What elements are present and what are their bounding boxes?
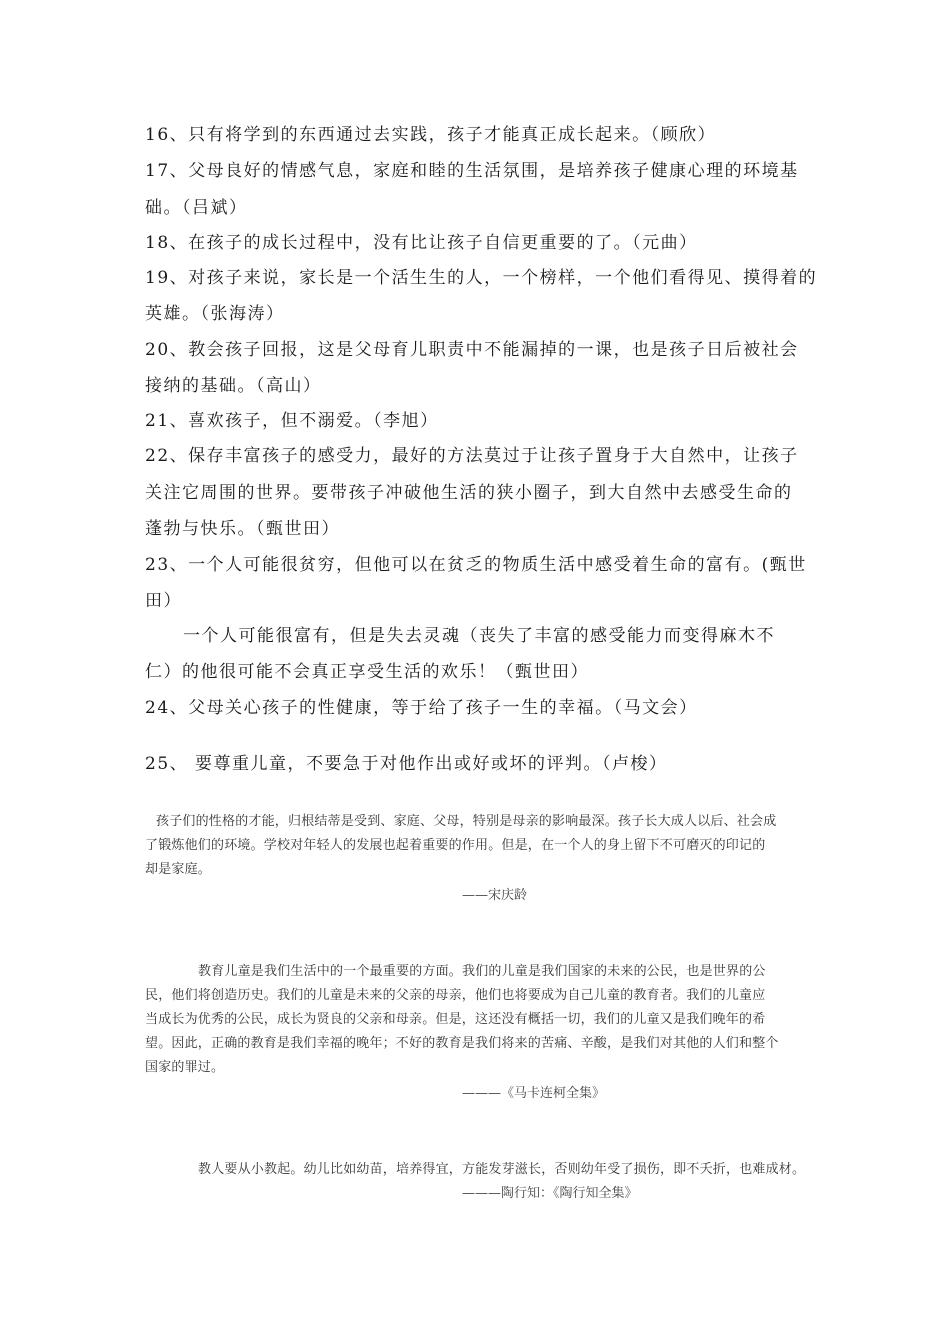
quote-attribution: ———陶行知：《陶行知全集》 [462,1186,638,1201]
quote-23-line-1: 23、一个人可能很贫穷，但他可以在贫乏的物质生活中感受着生命的富有。(甄世 [145,555,807,575]
quote-16: 16、只有将学到的东西通过去实践，孩子才能真正成长起来。（顾欣） [145,125,717,145]
quote-22-line-3: 蓬勃与快乐。（甄世田） [145,519,340,539]
quote-line: 却是家庭。 [145,862,212,877]
quote-attribution: ——宋庆龄 [462,888,528,903]
quote-17-line-1: 17、父母良好的情感气息，家庭和睦的生活氛围，是培养孩子健康心理的环境基 [145,161,799,181]
quote-line: 教人要从小教起。幼儿比如幼苗，培养得宜，方能发芽滋长，否则幼年受了损伤，即不夭折，也难成材。 [198,1162,806,1177]
quote-25: 25、 要尊重儿童，不要急于对他作出或好或坏的评判。（卢梭） [145,754,668,774]
quote-22-line-2: 关注它周围的世界。要带孩子冲破他生活的狭小圈子，到大自然中去感受生命的 [145,483,793,503]
quote-line: 望。因此，正确的教育是我们幸福的晚年；不好的教育是我们将来的苦痛、辛酸，是我们对其他的人们和整个 [145,1036,779,1051]
quote-line: 孩子们的性格的才能，归根结蒂是受到、家庭、父母，特别是母亲的影响最深。孩子长大成人以后、社会成 [156,814,777,829]
quote-19-line-1: 19、对孩子来说，家长是一个活生生的人，一个榜样，一个他们看得见、摸得着的 [145,268,818,288]
quote-18: 18、在孩子的成长过程中，没有比让孩子自信更重要的了。（元曲） [145,233,698,253]
quote-20-line-2: 接纳的基础。（高山） [145,376,322,396]
quote-17-line-2: 础。（吕斌） [145,198,248,218]
quote-attribution: ———《马卡连柯全集》 [462,1086,606,1101]
quote-24: 24、父母关心孩子的性健康，等于给了孩子一生的幸福。（马文会） [145,698,698,718]
quote-line: 了锻炼他们的环境。学校对年轻人的发展也起着重要的作用。但是，在一个人的身上留下不可磨灭的印记的 [145,838,766,853]
quote-21: 21、喜欢孩子，但不溺爱。（李旭） [145,411,439,431]
quote-line: 民，他们将创造历史。我们的儿童是未来的父亲的母亲，他们也将要成为自己儿童的教育者。我们的儿童应 [145,988,766,1003]
quote-20-line-1: 20、教会孩子回报，这是父母育儿职责中不能漏掉的一课，也是孩子日后被社会 [145,340,799,360]
quote-19-line-2: 英雄。（张海涛） [145,304,285,324]
quote-line: 当成长为优秀的公民，成长为贤良的父亲和母亲。但是，这还没有概括一切，我们的儿童又是我们晚年的希 [145,1012,766,1027]
quote-22-line-1: 22、保存丰富孩子的感受力，最好的方法莫过于让孩子置身于大自然中，让孩子 [145,446,799,466]
quote-23-line-2: 田） [145,591,182,611]
quote-line: 国家的罪过。 [145,1060,225,1075]
quote-23b-line-1: 一个人可能很富有，但是失去灵魂（丧失了丰富的感受能力而变得麻木不 [183,626,775,646]
quote-23b-line-2: 仁）的他很可能不会真正享受生活的欢乐！（甄世田） [145,662,589,682]
quote-line: 教育儿童是我们生活中的一个最重要的方面。我们的儿童是我们国家的未来的公民，也是世界的公 [198,964,766,979]
